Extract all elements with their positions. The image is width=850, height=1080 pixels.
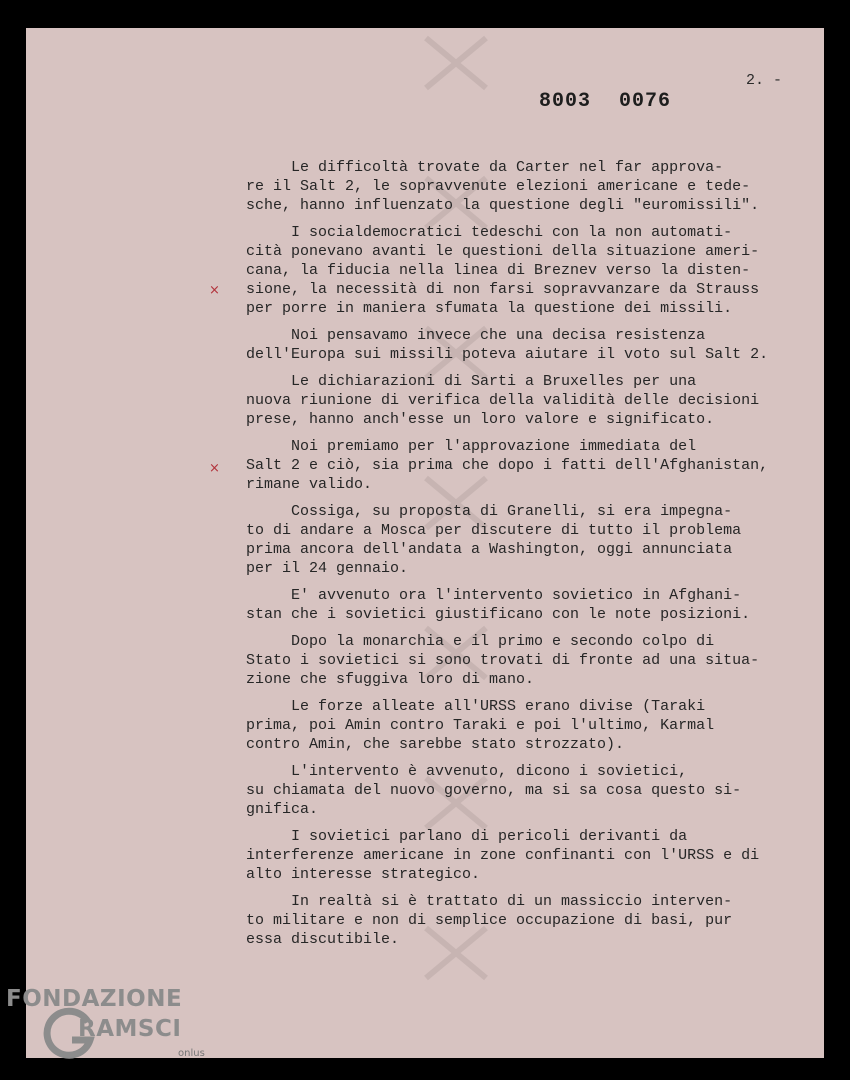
fondazione-gramsci-logo <box>6 986 226 1066</box>
logo-suffix: onlus <box>178 1048 205 1059</box>
paragraph-12: In realtà si è trattato di un massiccio interven- to militare e non di semplice occupazione di basi, pur essa discutibile. <box>246 893 733 948</box>
logo-line-2: RAMSCI <box>78 1016 182 1042</box>
paragraph-11: I sovietici parlano di pericoli derivanti da interferenze americane in zone confinanti con l'URSS e di alto interesse strategico. <box>246 828 760 883</box>
paragraph-7: E' avvenuto ora l'intervento sovietico in Afghani- stan che i sovietici giustificano con le note posizioni. <box>246 587 751 623</box>
margin-mark-1: × <box>209 283 220 298</box>
document-code <box>539 90 699 113</box>
paragraph-9: Le forze alleate all'URSS erano divise (Taraki prima, poi Amin contro Taraki e poi l'ultimo, Karmal contro Amin, che sarebbe stato strozzato). <box>246 698 715 753</box>
page-number: 2. - <box>746 72 783 89</box>
paragraph-1: Le difficoltà trovate da Carter nel far approva- re il Salt 2, le sopravvenute elezioni americane e tede- sche, hanno influenzato la questione degli "euromissili". <box>246 159 760 214</box>
paragraph-2: I socialdemocratici tedeschi con la non automati- cità ponevano avanti le questioni della situazione ameri- cana, la fiducia nella linea di Breznev verso la disten- sione, la necessità di non farsi sopravvanzare da Strauss per porre in maniera sfumata la questione dei missili. <box>246 224 760 317</box>
margin-mark-2: × <box>209 461 220 476</box>
paragraph-6: Cossiga, su proposta di Granelli, si era impegna- to di andare a Mosca per discutere di tutto il problema prima ancora dell'andata a Washington, oggi annunciata per il 24 gennaio. <box>246 503 742 577</box>
document-code-left: 8003 <box>539 90 592 113</box>
paragraph-10: L'intervento è avvenuto, dicono i sovietici, su chiamata del nuovo governo, ma si sa cosa questo si- gnifica. <box>246 763 742 818</box>
logo-line-1: FONDAZIONE <box>6 986 183 1012</box>
document-code-right: 0076 <box>619 90 672 113</box>
letter-body <box>246 158 824 957</box>
paragraph-5: Noi premiamo per l'approvazione immediata del Salt 2 e ciò, sia prima che dopo i fatti dell'Afghanistan, rimane valido. <box>246 438 769 493</box>
paragraph-4: Le dichiarazioni di Sarti a Bruxelles per una nuova riunione di verifica della validità delle decisioni prese, hanno anch'esse un loro valore e significato. <box>246 373 760 428</box>
paragraph-8: Dopo la monarchia e il primo e secondo colpo di Stato i sovietici si sono trovati di fronte ad una situa- zione che sfuggiva loro di mano. <box>246 633 760 688</box>
paragraph-3: Noi pensavamo invece che una decisa resistenza dell'Europa sui missili poteva aiutare il voto sul Salt 2. <box>246 327 769 363</box>
document-page <box>26 28 824 1058</box>
